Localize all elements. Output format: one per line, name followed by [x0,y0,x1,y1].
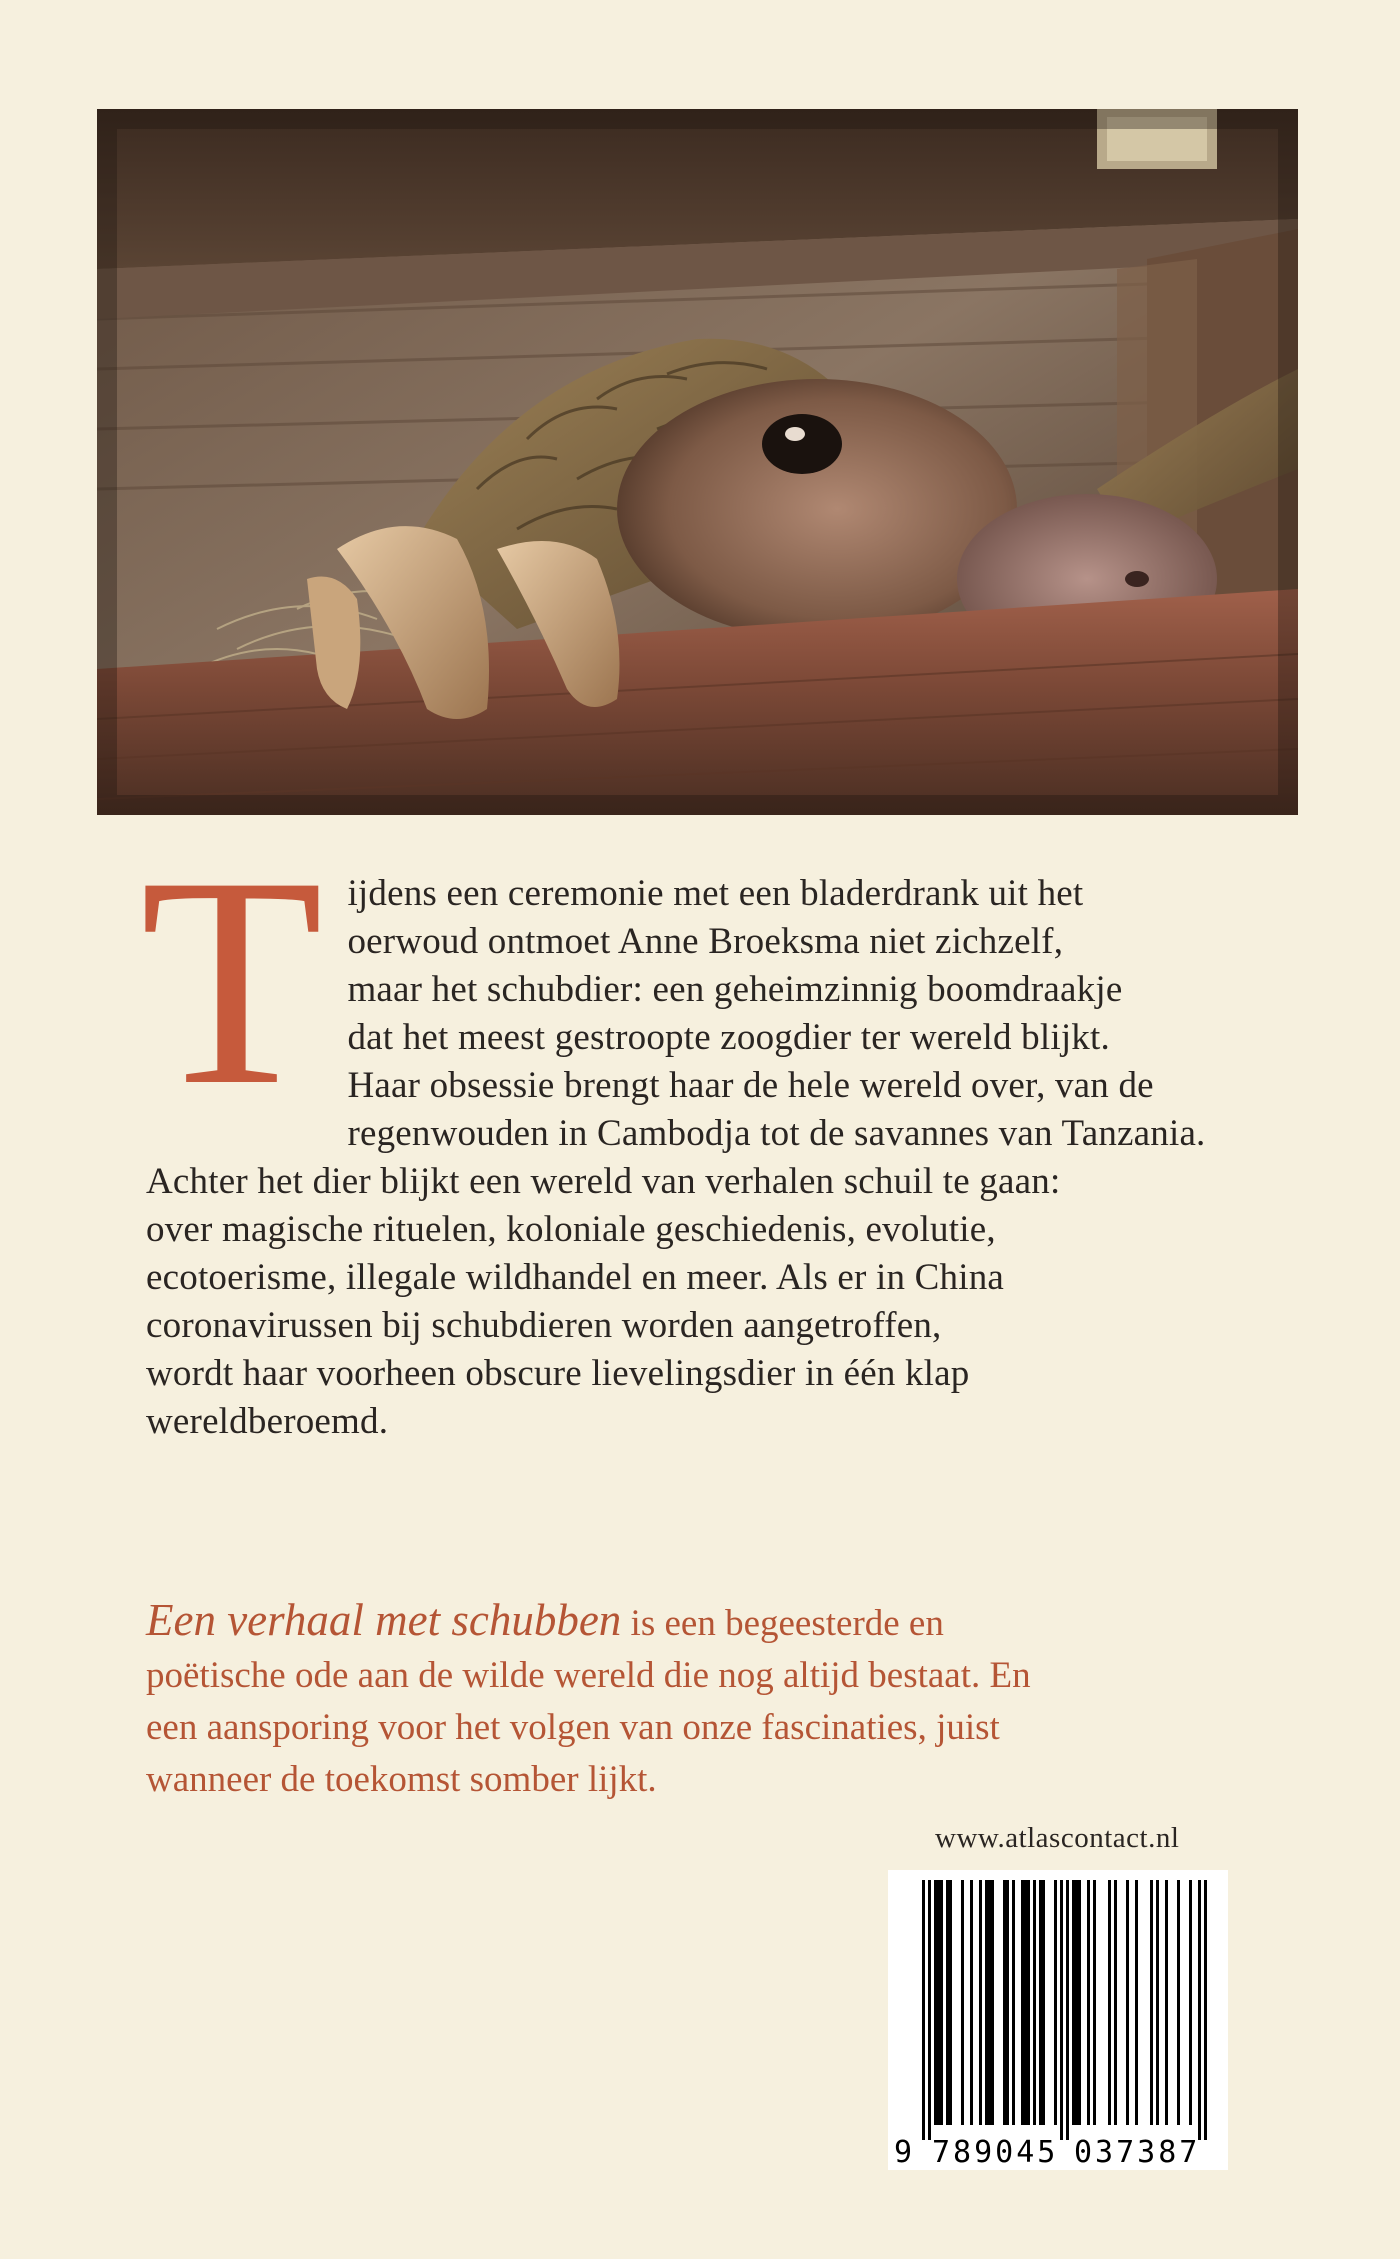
blurb-line: wordt haar voorheen obscure lievelingsdier in één klap [146,1353,970,1394]
tagline-line: een aansporing voor het volgen van onze fascinaties, juist [146,1707,1000,1748]
barcode-bar [934,1880,937,2125]
barcode-bar [1150,1880,1153,2125]
blurb-line: ecotoerisme, illegale wildhandel en meer. Als er in China [146,1257,1005,1298]
tagline-line [146,1594,1266,1650]
book-title: Een verhaal met schubben [146,1595,622,1645]
barcode-bar [949,1880,952,2125]
barcode-bar [1039,1880,1042,2125]
barcode-bar [946,1880,949,2125]
barcode-bar [979,1880,982,2125]
barcode-bar [970,1880,973,2125]
tagline [146,1594,1266,1806]
barcode-bar [985,1880,988,2125]
blurb-line: ijdens een ceremonie met een bladerdrank uit het [347,873,1084,914]
barcode-bar [1165,1880,1168,2125]
isbn-group-left: 789045 [932,2135,1059,2170]
barcode-bar [1066,1880,1069,2140]
blurb-line: coronavirussen bij schubdieren worden aangetroffen, [146,1305,942,1346]
blurb-line: Haar obsessie brengt haar de hele wereld over, van de [347,1065,1154,1106]
blurb-line: over magische rituelen, koloniale geschiedenis, evolutie, [146,1209,996,1250]
barcode-bar [1027,1880,1030,2125]
barcode-bar [1156,1880,1159,2125]
barcode-graphic [888,1870,1228,2170]
barcode-bar [1108,1880,1111,2125]
barcode-bar [991,1880,994,2125]
barcode-bar [937,1880,940,2125]
barcode-bar [1060,1880,1063,2140]
cover-photo [97,109,1298,815]
barcode-bar [1198,1880,1201,2140]
tagline-text: is een begeesterde en [621,1603,944,1644]
barcode-bar [1033,1880,1036,2125]
barcode-bar [1177,1880,1180,2125]
publisher-website: www.atlascontact.nl [935,1822,1180,1854]
drop-cap: T [140,815,324,1147]
blurb-line: oerwoud ontmoet Anne Broeksma niet zichzelf, [347,921,1064,962]
isbn-barcode [888,1870,1228,2170]
barcode-bar [1054,1880,1057,2125]
blurb-line: regenwouden in Cambodja tot de savannes van Tanzania. [347,1113,1206,1154]
barcode-bar [988,1880,991,2125]
tagline-line: poëtische ode aan de wilde wereld die nog altijd bestaat. En [146,1655,1031,1696]
barcode-bar [1003,1880,1006,2125]
blurb-line: maar het schubdier: een geheimzinnig boomdraakje [347,969,1123,1010]
blurb-line: wereldberoemd. [146,1401,389,1442]
barcode-bar [940,1880,943,2125]
tagline-line: wanneer de toekomst somber lijkt. [146,1759,657,1800]
barcode-bar [1078,1880,1081,2125]
isbn-group-right: 037387 [1074,2135,1201,2170]
barcode-bar [922,1880,925,2140]
barcode-bar [1012,1880,1015,2125]
barcode-bar [1204,1880,1207,2140]
blurb [140,815,1266,1446]
barcode-bar [1126,1880,1129,2125]
barcode-bar [928,1880,931,2140]
barcode-bars [922,1880,1207,2140]
isbn-first-digit: 9 [894,2135,913,2170]
barcode-bar [1093,1880,1096,2125]
barcode-bar [1189,1880,1192,2125]
barcode-bar [1072,1880,1075,2125]
barcode-bar [1024,1880,1027,2125]
barcode-bar [1006,1880,1009,2125]
barcode-bar [1114,1880,1117,2125]
barcode-bar [1075,1880,1078,2125]
blurb-line: dat het meest gestroopte zoogdier ter wereld blijkt. [347,1017,1110,1058]
pangolin-photo [97,109,1298,815]
barcode-bar [961,1880,964,2125]
barcode-bar [1021,1880,1024,2125]
barcode-bar [1042,1880,1045,2125]
blurb-line: Achter het dier blijkt een wereld van verhalen schuil te gaan: [146,1161,1061,1202]
barcode-bar [1135,1880,1138,2125]
barcode-bar [1087,1880,1090,2125]
